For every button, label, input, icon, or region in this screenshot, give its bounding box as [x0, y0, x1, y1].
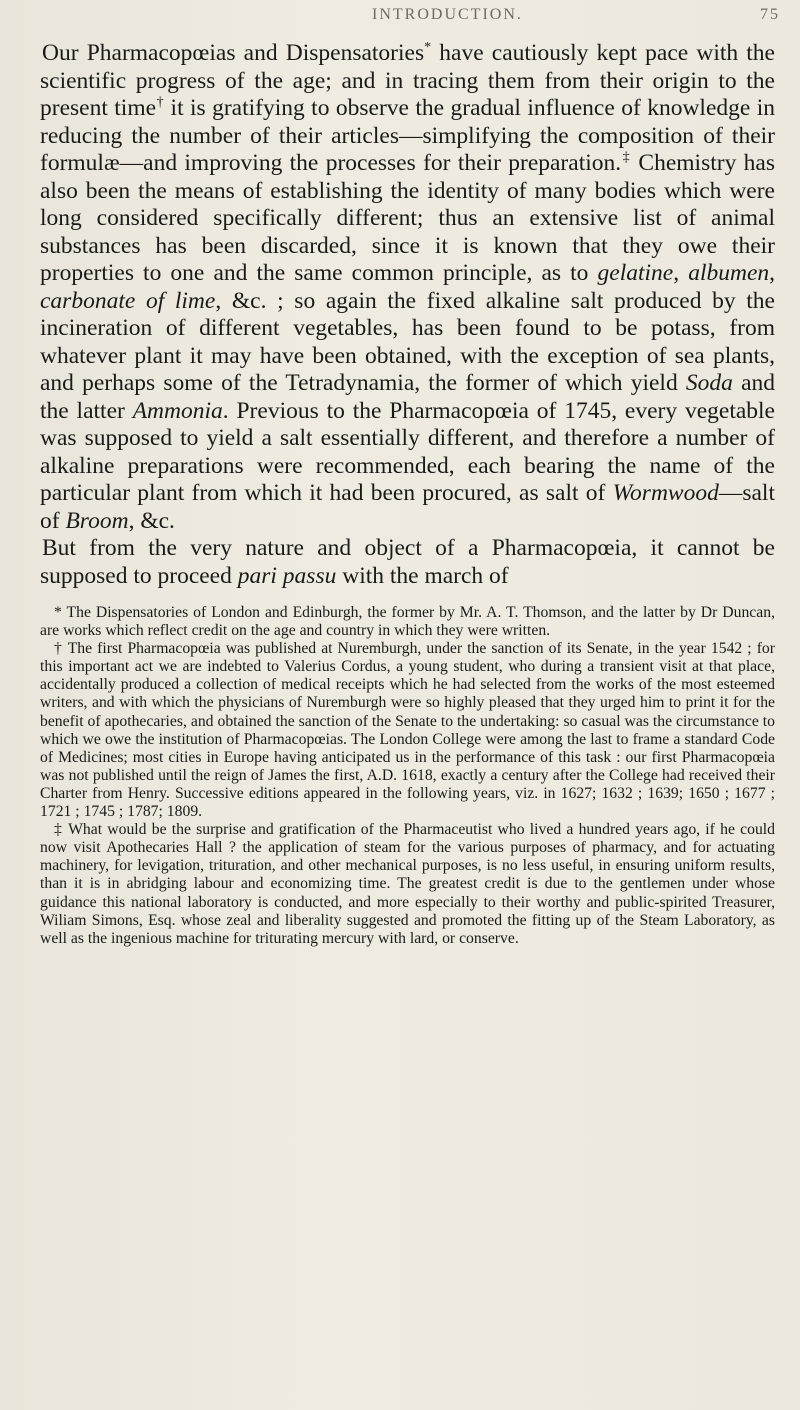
- italic-term: Ammonia: [132, 397, 223, 424]
- footnote-mark-dagger: †: [156, 95, 165, 111]
- footnote-1: * The Dispensatories of London and Edinburgh, the former by Mr. A. T. Thomson, and the latter by Dr Duncan, are works which reflect credit on the age and country in which they were written.: [40, 604, 775, 640]
- page-number: 75: [760, 6, 780, 23]
- text-run: it is gratifying to observe the gradual influence of knowledge in reducing the number of their articles—simplifying the composition of their formulæ—and improving the processes for their preparation.: [40, 95, 775, 176]
- text-run: , &c.: [128, 507, 175, 534]
- text-run: and the latter: [40, 370, 776, 424]
- italic-term: Wormwood: [612, 480, 719, 506]
- text-run: ,: [673, 260, 689, 286]
- text-run: But from the very nature and object of a Pharmacopœia, it cannot be supposed to proceed: [40, 535, 775, 589]
- footnote-mark-double-dagger: ‡: [621, 150, 632, 166]
- italic-term: gelatine: [597, 260, 674, 286]
- footnote-2: † The first Pharmacopœia was published at Nuremburgh, under the sanction of its Senate, in the year 1542 ; for this important act we are indebted to Valerius Cordus, a young student, who during a transient visit at that place, accidentally produced a collection of medical receipts which he had selected from the works of the most esteemed writers, and with which the physicians of Nuremburgh were so highly pleased that they urged him to print it for the benefit of apothecaries, and obtained the sanction of the Senate to the undertaking: so casual was the circumstance to which we owe the institution of Pharmacopœias. The London College were among the last to frame a standard Code of Medicines; most cities in Europe having anticipated us in the performance of this task : our first Pharmacopœia was not published until the reign of James the first, A.D. 1618, exactly a century after the College had received their Charter from Henry. Successive editions appeared in the following years, viz. in 1627; 1632 ; 1639; 1650 ; 1677 ; 1721 ; 1745 ; 1787; 1809.: [40, 640, 775, 821]
- italic-term: Broom: [65, 507, 129, 534]
- paragraph-2: [40, 535, 775, 590]
- italic-term: albumen: [688, 260, 770, 286]
- text-run: Our Pharmacopœias and Dispensatories: [42, 40, 425, 66]
- running-head-title: INTRODUCTION.: [372, 6, 523, 23]
- main-text: [40, 40, 775, 590]
- text-run: with the march of: [336, 562, 509, 589]
- text-run: , &c. ; so again the fixed alkaline salt produced by the incineration of different vegetables, has been found to be potass, from whatever plant it may have been obtained, with the exception of sea plants, and perhaps some of the Tetradynamia, the former of which yield: [40, 287, 775, 396]
- italic-term: carbonate of lime: [40, 287, 216, 314]
- italic-term: Soda: [685, 370, 733, 396]
- text-run: have cautiously kept pace with the scientific progress of the age; and in tracing them from their origin to the present time: [40, 40, 775, 121]
- footnote-3: ‡ What would be the surprise and gratification of the Pharmaceutist who lived a hundred years ago, if he could now visit Apothecaries Hall ? the application of steam for the various purposes of pharmacy, and for actuating machinery, for levigation, trituration, and other mechanical purposes, is no less useful, in ensuring uniform results, than it is in abridging labour and economizing time. The greatest credit is due to the gentlemen under whose guidance this national laboratory is conducted, and more especially to their worthy and public-spirited Treasurer, Wiliam Simons, Esq. whose zeal and liberality suggested and promoted the fitting up of the Steam Laboratory, as well as the ingenious machine for triturating mercury with lard, or conserve.: [40, 821, 775, 947]
- text-run: —salt of: [40, 480, 775, 534]
- text-run: Chemistry has also been the means of establishing the identity of many bodies which were long considered specifically different; thus an extensive list of animal substances has been discarded, since it is known that they owe their properties to one and the same common principle, as to: [40, 150, 775, 286]
- paragraph-1: [40, 40, 775, 535]
- footnotes: [40, 604, 775, 948]
- italic-term: pari passu: [237, 562, 337, 589]
- footnote-mark-asterisk: *: [424, 40, 432, 56]
- text-run: ,: [769, 260, 775, 286]
- running-head: [0, 6, 800, 32]
- text-run: . Previous to the Pharmacopœia of 1745, every vegetable was supposed to yield a salt essentially different, and therefore a number of alkaline preparations were recommended, each bearing the name of the particular plant from which it had been procured, as salt of: [40, 397, 775, 506]
